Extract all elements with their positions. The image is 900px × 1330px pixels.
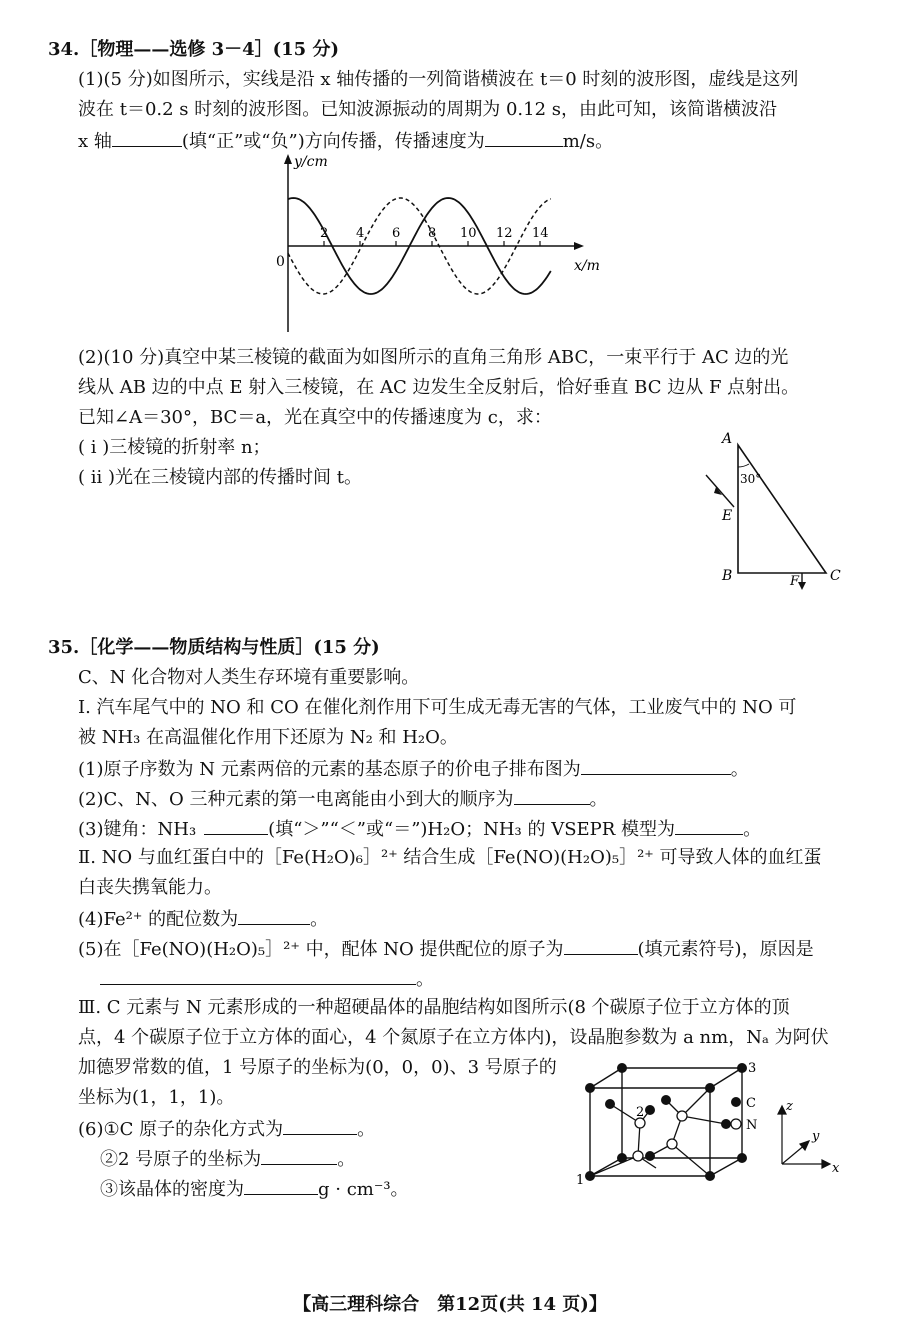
q34-part2-line5: ( ⅱ )光在三棱镜内部的传播时间 t。 [78,467,362,488]
x-tick-label: 6 [392,226,401,241]
q34-part2-line3: 已知∠A＝30°，BC＝a，光在真空中的传播速度为 c，求： [78,407,552,428]
triangle-abc [738,445,826,573]
wave-graph [270,150,610,340]
axes-icon [778,1106,830,1168]
q35-text: ③该晶体的密度为 [100,1179,244,1200]
q35-text: (1)原子序数为 N 元素两倍的元素的基态原子的价电子排布图为 [78,759,581,780]
q35-s2-line2: 白丧失携氧能力。 [78,877,222,898]
q35-q3 [78,816,761,842]
q35-text: (3)键角：NH₃ [78,819,197,840]
q35-text: 。 [416,969,434,990]
answer-blank[interactable] [238,906,310,925]
atom-label-1: 1 [576,1173,585,1188]
q35-text: (6)①C 原子的杂化方式为 [78,1119,284,1140]
q35-text: (4)Fe²⁺ 的配位数为 [78,909,239,930]
q34-text: (填“正”或“负”)方向传播，传播速度为 [181,131,485,152]
answer-blank[interactable] [514,786,590,805]
x-tick-label: 14 [532,226,549,241]
q35-text: (填“＞”“＜”或“＝”)H₂O；NH₃ 的 VSEPR 模型为 [268,819,676,840]
label-angle: 30° [740,472,762,486]
q35-intro: C、N 化合物对人类生存环境有重要影响。 [78,667,420,688]
answer-blank[interactable] [485,128,563,147]
x-tick-label: 12 [496,226,513,241]
q35-text: (5)在［Fe(NO)(H₂O)₅］²⁺ 中，配体 NO 提供配位的原子为 [78,939,564,960]
answer-blank[interactable] [112,128,182,147]
q35-s3-line3: 加德罗常数的值，1 号原子的坐标为(0，0，0)、3 号原子的 [78,1057,557,1078]
origin-label: 0 [276,254,285,270]
x-tick-label: 4 [356,226,365,241]
q35-text: 。 [310,909,329,930]
q35-q6-3 [100,1176,409,1202]
q34-part1-line2: 波在 t＝0.2 s 时刻的波形图。已知波源振动的周期为 0.12 s，由此可知，该简谐横波沿 [78,99,778,120]
x-tick-label: 10 [460,226,477,241]
incident-ray [706,475,734,507]
q35-text: 。 [730,759,749,780]
q35-s3-line4: 坐标为(1，1，1)。 [78,1087,235,1108]
atom-label-2: 2 [636,1105,645,1120]
q35-q6 [78,1116,375,1142]
unit-cell-diagram [560,1048,860,1196]
q35-text: ②2 号原子的坐标为 [100,1149,262,1170]
answer-blank[interactable] [100,966,416,985]
x-tick-label: 2 [320,226,329,241]
x-ticks [320,226,549,246]
q35-s1-line1: Ⅰ. 汽车尾气中的 NO 和 CO 在催化剂作用下可生成无毒无害的气体，工业废气中的 NO 可 [78,697,797,718]
label-f: F [790,574,800,589]
legend-n-label: N [746,1118,758,1133]
atom-label-3: 3 [748,1061,757,1076]
x-tick-label: 8 [428,226,437,241]
q35-s3-line2: 点，4 个碳原子位于立方体的面心，4 个氮原子在立方体内)，设晶胞参数为 a nm，Nₐ 为阿伏 [78,1027,829,1048]
y-axis-label: y/cm [294,154,328,170]
x-axis-label: x/m [574,258,600,274]
q35-q2 [78,786,608,812]
q35-q4 [78,906,328,932]
q35-q1 [78,756,749,782]
label-b: B [722,568,733,584]
angle-arc [738,464,749,467]
q35-text: 。 [337,1149,356,1170]
label-a: A [722,431,733,447]
q34-header: 34.［物理——选修 3－4］(15 分) [48,39,339,60]
q35-text: (2)C、N、O 三种元素的第一电离能由小到大的顺序为 [78,789,514,810]
q34-part2-line2: 线从 AB 边的中点 E 射入三棱镜，在 AC 边发生全反射后，恰好垂直 BC 边从 F 点射出。 [78,377,800,398]
answer-blank[interactable] [244,1176,318,1195]
legend-n-dot [731,1119,741,1129]
q35-s1-line2: 被 NH₃ 在高温催化作用下还原为 N₂ 和 H₂O。 [78,727,458,748]
q34-part2-line1: (2)(10 分)真空中某三棱镜的截面为如图所示的直角三角形 ABC，一束平行于 AC 边的光 [78,347,789,368]
q35-text: 。 [743,819,762,840]
x-axis-arrow [574,242,584,250]
q35-q5 [78,936,814,962]
page-footer: 【高三理科综合 第12页(共 14 页)】 [293,1294,607,1315]
label-c: C [830,568,841,584]
q34-text: m/s。 [562,131,614,152]
q35-s2-line1: Ⅱ. NO 与血红蛋白中的［Fe(H₂O)₆］²⁺ 结合生成［Fe(NO)(H₂O)₅］²⁺ 可导致人体的血红蛋 [78,847,822,868]
q35-s3-line1: Ⅲ. C 元素与 N 元素形成的一种超硬晶体的晶胞结构如图所示(8 个碳原子位于立方体的顶 [78,997,790,1018]
answer-blank[interactable] [581,756,731,775]
prism-diagram [690,425,850,590]
label-e: E [722,508,733,524]
q34-part2-line4: ( ⅰ )三棱镜的折射率 n； [78,437,271,458]
legend-c-label: C [746,1096,756,1111]
q35-text: 。 [357,1119,376,1140]
q35-q5-reason [100,966,434,992]
answer-blank[interactable] [204,816,268,835]
q35-text: 。 [589,789,608,810]
y-axis-arrow [284,154,292,164]
axis-x-label: x [832,1161,840,1176]
exit-arrow-icon [798,582,806,590]
q35-q6-2 [100,1146,355,1172]
q34-part1-line1: (1)(5 分)如图所示，实线是沿 x 轴传播的一列简谐横波在 t＝0 时刻的波形图，虚线是这列 [78,69,799,90]
axis-z-label: z [786,1099,793,1114]
answer-blank[interactable] [261,1146,337,1165]
legend-c-dot [731,1097,741,1107]
answer-blank[interactable] [283,1116,357,1135]
answer-blank[interactable] [564,936,638,955]
axis-y-label: y [812,1129,820,1144]
cube-edges [590,1068,742,1176]
q34-text: x 轴 [78,131,112,152]
q35-text: g · cm⁻³。 [318,1179,409,1200]
q35-header: 35.［化学——物质结构与性质］(15 分) [48,637,380,658]
q35-text: (填元素符号)，原因是 [637,939,814,960]
answer-blank[interactable] [675,816,743,835]
